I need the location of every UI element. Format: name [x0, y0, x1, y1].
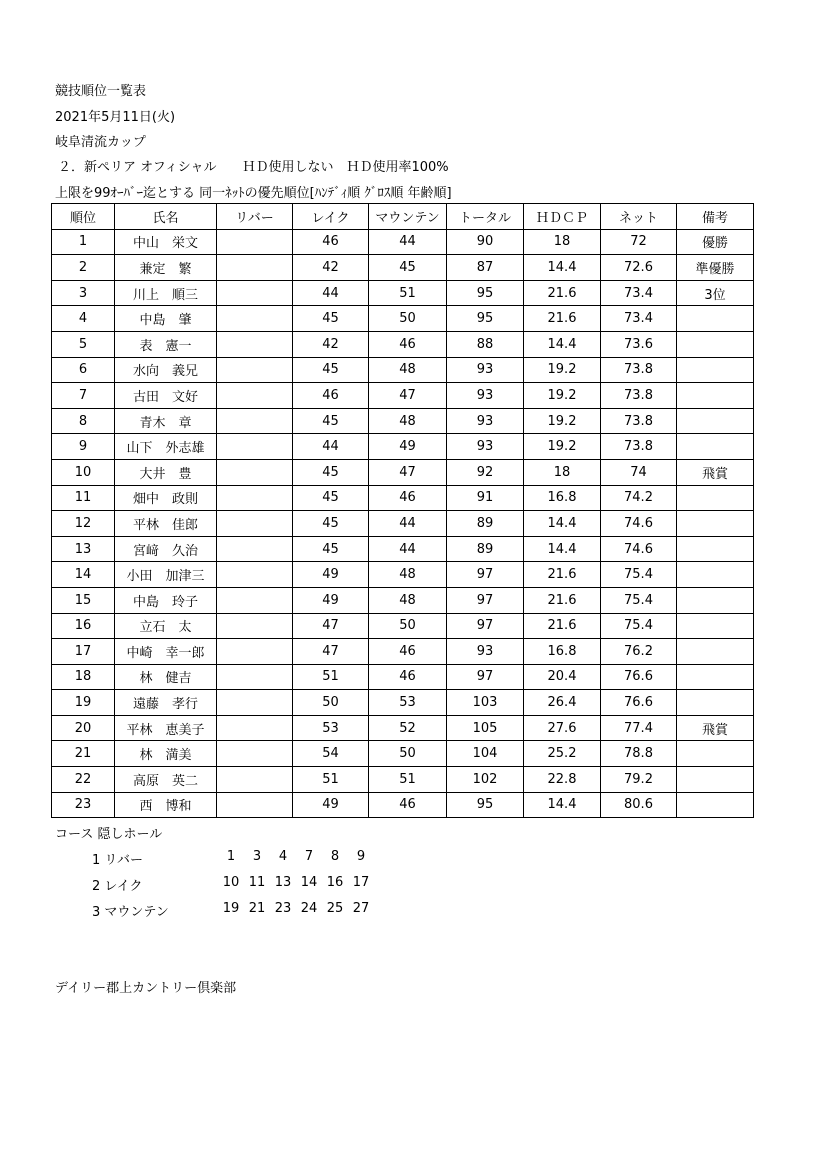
- cell-mountain: 44: [369, 229, 447, 255]
- hidden-hole-course-label: 3 マウンテン: [92, 905, 169, 920]
- header-mountain: マウンテン: [369, 204, 447, 230]
- cell-note: [677, 306, 754, 332]
- cell-note: [677, 383, 754, 409]
- hidden-hole-number: 10: [222, 875, 240, 890]
- cell-total: 93: [447, 408, 524, 434]
- cell-total: 97: [447, 562, 524, 588]
- cell-river: [217, 485, 293, 511]
- cell-net: 75.4: [601, 613, 677, 639]
- cell-hdcp: 19.2: [524, 383, 601, 409]
- cell-note: [677, 767, 754, 793]
- hidden-hole-course-label: 1 リバー: [92, 853, 144, 868]
- cell-river: [217, 715, 293, 741]
- cell-river: [217, 229, 293, 255]
- table-row: [52, 408, 754, 434]
- cell-total: 93: [447, 383, 524, 409]
- cell-hdcp: 27.6: [524, 715, 601, 741]
- header-lake: レイク: [293, 204, 369, 230]
- cell-note: [677, 511, 754, 537]
- cell-hdcp: 14.4: [524, 792, 601, 818]
- cell-name: 宮﨑 久治: [115, 536, 217, 562]
- cell-note: [677, 613, 754, 639]
- cell-lake: 45: [293, 536, 369, 562]
- cell-name: 川上 順三: [115, 280, 217, 306]
- cell-hdcp: 14.4: [524, 536, 601, 562]
- cell-river: [217, 587, 293, 613]
- hidden-hole-number: 17: [352, 875, 370, 890]
- table-row: [52, 306, 754, 332]
- cell-net: 76.2: [601, 639, 677, 665]
- table-row: [52, 715, 754, 741]
- hidden-hole-number: 24: [300, 901, 318, 916]
- cell-note: [677, 792, 754, 818]
- cell-lake: 54: [293, 741, 369, 767]
- cell-total: 89: [447, 536, 524, 562]
- cell-net: 75.4: [601, 562, 677, 588]
- cell-mountain: 47: [369, 459, 447, 485]
- hidden-hole-number: 4: [278, 849, 288, 864]
- header-note: 備考: [677, 204, 754, 230]
- hidden-hole-number: 1: [226, 849, 236, 864]
- cell-river: [217, 280, 293, 306]
- cell-total: 97: [447, 587, 524, 613]
- cell-mountain: 48: [369, 408, 447, 434]
- cell-note: 飛賞: [677, 459, 754, 485]
- cell-mountain: 50: [369, 613, 447, 639]
- cell-hdcp: 16.8: [524, 485, 601, 511]
- table-row: [52, 511, 754, 537]
- cell-river: [217, 306, 293, 332]
- cell-hdcp: 21.6: [524, 280, 601, 306]
- cell-river: [217, 536, 293, 562]
- cell-rank: 11: [52, 485, 115, 511]
- cell-hdcp: 25.2: [524, 741, 601, 767]
- cell-name: 立石 太: [115, 613, 217, 639]
- table-row: [52, 562, 754, 588]
- cell-mountain: 48: [369, 587, 447, 613]
- cell-rank: 19: [52, 690, 115, 716]
- hidden-hole-number: 14: [300, 875, 318, 890]
- cell-hdcp: 26.4: [524, 690, 601, 716]
- cell-rank: 6: [52, 357, 115, 383]
- cell-rank: 5: [52, 331, 115, 357]
- cell-total: 104: [447, 741, 524, 767]
- cell-hdcp: 19.2: [524, 408, 601, 434]
- club-name: デイリー郡上カントリー倶楽部: [55, 981, 237, 996]
- cell-hdcp: 14.4: [524, 331, 601, 357]
- cell-name: 高原 英二: [115, 767, 217, 793]
- cell-river: [217, 767, 293, 793]
- hidden-hole-number: 9: [356, 849, 366, 864]
- cell-mountain: 46: [369, 664, 447, 690]
- cell-hdcp: 18: [524, 229, 601, 255]
- cell-total: 97: [447, 664, 524, 690]
- cell-rank: 3: [52, 280, 115, 306]
- cell-total: 103: [447, 690, 524, 716]
- hidden-hole-number: 21: [248, 901, 266, 916]
- cell-river: [217, 357, 293, 383]
- table-row: [52, 485, 754, 511]
- results-body: [52, 229, 754, 818]
- cell-name: 遠藤 孝行: [115, 690, 217, 716]
- cell-hdcp: 22.8: [524, 767, 601, 793]
- cell-rank: 1: [52, 229, 115, 255]
- cell-net: 73.8: [601, 408, 677, 434]
- header-name: 氏名: [115, 204, 217, 230]
- cell-mountain: 46: [369, 485, 447, 511]
- cell-lake: 45: [293, 408, 369, 434]
- cell-net: 80.6: [601, 792, 677, 818]
- table-row: [52, 587, 754, 613]
- cell-net: 76.6: [601, 690, 677, 716]
- cell-net: 79.2: [601, 767, 677, 793]
- table-row: [52, 434, 754, 460]
- cell-rank: 9: [52, 434, 115, 460]
- cell-hdcp: 19.2: [524, 357, 601, 383]
- cell-note: [677, 434, 754, 460]
- cell-name: 中山 栄文: [115, 229, 217, 255]
- cell-name: 平林 佳郎: [115, 511, 217, 537]
- cell-net: 75.4: [601, 587, 677, 613]
- hidden-hole-number: 19: [222, 901, 240, 916]
- cell-rank: 22: [52, 767, 115, 793]
- cell-hdcp: 21.6: [524, 587, 601, 613]
- header-total: トータル: [447, 204, 524, 230]
- cell-note: [677, 587, 754, 613]
- cell-river: [217, 562, 293, 588]
- cell-total: 93: [447, 639, 524, 665]
- cell-total: 90: [447, 229, 524, 255]
- cell-name: 平林 恵美子: [115, 715, 217, 741]
- cell-mountain: 51: [369, 280, 447, 306]
- cell-note: [677, 741, 754, 767]
- cell-name: 兼定 繁: [115, 255, 217, 281]
- cell-note: [677, 485, 754, 511]
- hidden-hole-number: 8: [330, 849, 340, 864]
- hidden-hole-number: 11: [248, 875, 266, 890]
- cell-lake: 44: [293, 434, 369, 460]
- hidden-hole-numbers: [218, 875, 374, 890]
- cell-net: 74.2: [601, 485, 677, 511]
- header-hdcp: ＨＤＣＰ: [524, 204, 601, 230]
- cell-note: [677, 536, 754, 562]
- cell-note: 優勝: [677, 229, 754, 255]
- cell-name: 林 満美: [115, 741, 217, 767]
- cell-lake: 53: [293, 715, 369, 741]
- cell-rank: 4: [52, 306, 115, 332]
- cell-total: 95: [447, 792, 524, 818]
- cell-hdcp: 21.6: [524, 613, 601, 639]
- cell-net: 73.8: [601, 383, 677, 409]
- table-row: [52, 741, 754, 767]
- table-row: [52, 639, 754, 665]
- cell-name: 山下 外志雄: [115, 434, 217, 460]
- cell-river: [217, 792, 293, 818]
- cell-river: [217, 434, 293, 460]
- cell-rank: 2: [52, 255, 115, 281]
- table-row: [52, 613, 754, 639]
- cell-rank: 20: [52, 715, 115, 741]
- cell-total: 93: [447, 434, 524, 460]
- cell-rank: 18: [52, 664, 115, 690]
- table-row: [52, 536, 754, 562]
- table-row: [52, 690, 754, 716]
- cell-lake: 42: [293, 331, 369, 357]
- cell-name: 畑中 政則: [115, 485, 217, 511]
- cell-total: 97: [447, 613, 524, 639]
- cell-lake: 45: [293, 306, 369, 332]
- cell-hdcp: 16.8: [524, 639, 601, 665]
- cell-name: 表 憲一: [115, 331, 217, 357]
- cell-total: 91: [447, 485, 524, 511]
- table-row: [52, 255, 754, 281]
- hidden-hole-course-label: 2 レイク: [92, 879, 143, 894]
- cell-total: 88: [447, 331, 524, 357]
- cell-note: 飛賞: [677, 715, 754, 741]
- cell-river: [217, 741, 293, 767]
- cell-total: 92: [447, 459, 524, 485]
- cell-note: [677, 357, 754, 383]
- cell-lake: 49: [293, 792, 369, 818]
- cell-lake: 45: [293, 357, 369, 383]
- hidden-hole-number: 13: [274, 875, 292, 890]
- cell-mountain: 52: [369, 715, 447, 741]
- cell-mountain: 53: [369, 690, 447, 716]
- cell-net: 73.8: [601, 434, 677, 460]
- hidden-hole-number: 7: [304, 849, 314, 864]
- cell-mountain: 50: [369, 306, 447, 332]
- cell-lake: 42: [293, 255, 369, 281]
- cell-mountain: 46: [369, 792, 447, 818]
- header-river: リバー: [217, 204, 293, 230]
- cell-name: 小田 加津三: [115, 562, 217, 588]
- cell-total: 95: [447, 280, 524, 306]
- cell-total: 105: [447, 715, 524, 741]
- cell-net: 72: [601, 229, 677, 255]
- cell-net: 72.6: [601, 255, 677, 281]
- cell-lake: 46: [293, 383, 369, 409]
- cell-lake: 47: [293, 639, 369, 665]
- scoring-method: ２．新ペリア オフィシャル ＨＤ使用しない ＨＤ使用率100%: [58, 160, 449, 175]
- cell-hdcp: 14.4: [524, 255, 601, 281]
- table-row: [52, 792, 754, 818]
- cell-river: [217, 331, 293, 357]
- hidden-hole-number: 3: [252, 849, 262, 864]
- cell-note: [677, 664, 754, 690]
- table-row: [52, 459, 754, 485]
- hidden-hole-number: 27: [352, 901, 370, 916]
- cell-mountain: 48: [369, 562, 447, 588]
- cell-hdcp: 21.6: [524, 306, 601, 332]
- cell-note: [677, 639, 754, 665]
- cell-mountain: 47: [369, 383, 447, 409]
- cell-hdcp: 19.2: [524, 434, 601, 460]
- cell-net: 77.4: [601, 715, 677, 741]
- cell-name: 林 健吉: [115, 664, 217, 690]
- cell-name: 中島 玲子: [115, 587, 217, 613]
- cell-name: 中島 肇: [115, 306, 217, 332]
- cell-rank: 8: [52, 408, 115, 434]
- cell-note: 3位: [677, 280, 754, 306]
- cell-lake: 51: [293, 767, 369, 793]
- hidden-holes-title: コース 隠しホール: [55, 827, 163, 842]
- cell-hdcp: 14.4: [524, 511, 601, 537]
- table-row: [52, 331, 754, 357]
- table-row: [52, 383, 754, 409]
- cell-rank: 10: [52, 459, 115, 485]
- table-row: [52, 767, 754, 793]
- cell-mountain: 50: [369, 741, 447, 767]
- cell-lake: 46: [293, 229, 369, 255]
- table-row: [52, 357, 754, 383]
- cell-lake: 49: [293, 587, 369, 613]
- hidden-hole-number: 23: [274, 901, 292, 916]
- cell-total: 95: [447, 306, 524, 332]
- cell-lake: 45: [293, 485, 369, 511]
- tie-break-rule: 上限を99ｵｰﾊﾞｰ迄とする 同一ﾈｯﾄの優先順位[ﾊﾝﾃﾞｨ順 ｸﾞﾛｽ順 年齢順]: [55, 186, 452, 201]
- cell-river: [217, 511, 293, 537]
- results-table: [51, 203, 754, 818]
- cell-river: [217, 255, 293, 281]
- cell-note: [677, 690, 754, 716]
- cell-mountain: 46: [369, 331, 447, 357]
- cell-name: 青木 章: [115, 408, 217, 434]
- cell-name: 古田 文好: [115, 383, 217, 409]
- cell-lake: 51: [293, 664, 369, 690]
- cell-river: [217, 459, 293, 485]
- cell-net: 73.4: [601, 280, 677, 306]
- cell-mountain: 46: [369, 639, 447, 665]
- cell-rank: 15: [52, 587, 115, 613]
- competition-date: 2021年5月11日(火): [55, 110, 176, 125]
- hidden-hole-numbers: [218, 901, 374, 916]
- cell-note: [677, 331, 754, 357]
- cell-net: 78.8: [601, 741, 677, 767]
- cell-hdcp: 18: [524, 459, 601, 485]
- cell-lake: 49: [293, 562, 369, 588]
- cell-total: 93: [447, 357, 524, 383]
- cell-river: [217, 613, 293, 639]
- hidden-hole-number: 16: [326, 875, 344, 890]
- cell-note: [677, 562, 754, 588]
- cell-river: [217, 383, 293, 409]
- cell-net: 73.8: [601, 357, 677, 383]
- cell-rank: 13: [52, 536, 115, 562]
- cell-mountain: 44: [369, 536, 447, 562]
- cell-mountain: 45: [369, 255, 447, 281]
- header-rank: 順位: [52, 204, 115, 230]
- cell-rank: 12: [52, 511, 115, 537]
- document-title: 競技順位一覧表: [55, 84, 147, 99]
- cell-river: [217, 639, 293, 665]
- cell-name: 中崎 幸一郎: [115, 639, 217, 665]
- cell-net: 74.6: [601, 511, 677, 537]
- header-net: ネット: [601, 204, 677, 230]
- cell-hdcp: 20.4: [524, 664, 601, 690]
- hidden-hole-numbers: [218, 849, 374, 864]
- table-header-row: [52, 204, 754, 230]
- cell-total: 89: [447, 511, 524, 537]
- cell-river: [217, 664, 293, 690]
- cell-total: 102: [447, 767, 524, 793]
- cell-net: 73.4: [601, 306, 677, 332]
- table-row: [52, 229, 754, 255]
- cell-net: 73.6: [601, 331, 677, 357]
- cell-mountain: 48: [369, 357, 447, 383]
- cell-lake: 47: [293, 613, 369, 639]
- cell-rank: 23: [52, 792, 115, 818]
- cell-mountain: 44: [369, 511, 447, 537]
- cell-net: 74.6: [601, 536, 677, 562]
- table-row: [52, 280, 754, 306]
- cell-river: [217, 690, 293, 716]
- cell-lake: 45: [293, 511, 369, 537]
- cell-net: 76.6: [601, 664, 677, 690]
- cell-rank: 16: [52, 613, 115, 639]
- cell-lake: 50: [293, 690, 369, 716]
- cell-rank: 21: [52, 741, 115, 767]
- table-row: [52, 664, 754, 690]
- hidden-hole-number: 25: [326, 901, 344, 916]
- cell-rank: 14: [52, 562, 115, 588]
- cell-name: 大井 豊: [115, 459, 217, 485]
- cell-net: 74: [601, 459, 677, 485]
- cell-lake: 44: [293, 280, 369, 306]
- cell-rank: 7: [52, 383, 115, 409]
- cell-note: [677, 408, 754, 434]
- cell-total: 87: [447, 255, 524, 281]
- cell-river: [217, 408, 293, 434]
- cell-lake: 45: [293, 459, 369, 485]
- cell-hdcp: 21.6: [524, 562, 601, 588]
- cell-name: 水向 義兄: [115, 357, 217, 383]
- cell-mountain: 49: [369, 434, 447, 460]
- competition-name: 岐阜清流カップ: [55, 135, 146, 150]
- cell-mountain: 51: [369, 767, 447, 793]
- cell-name: 西 博和: [115, 792, 217, 818]
- cell-rank: 17: [52, 639, 115, 665]
- cell-note: 準優勝: [677, 255, 754, 281]
